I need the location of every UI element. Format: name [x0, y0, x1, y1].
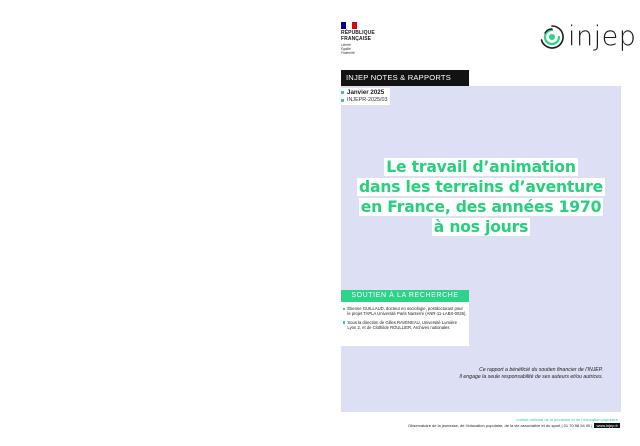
publication-date: Janvier 2025 — [347, 88, 385, 96]
funding-disclaimer — [400, 367, 603, 381]
republic-motto — [341, 44, 401, 55]
credit-item — [343, 306, 467, 317]
publication-meta — [341, 88, 390, 105]
bullet-icon — [341, 91, 344, 94]
french-flag-icon — [341, 22, 357, 29]
republique-francaise-logo — [341, 22, 401, 55]
motto-line: Fraternité — [341, 50, 355, 55]
motto-line: Égalité — [341, 46, 351, 51]
flag-stripe-red — [352, 22, 357, 29]
footer-contact — [330, 423, 620, 429]
soutien-label: SOUTIEN À LA RECHERCHE — [341, 290, 469, 302]
injep-logo — [539, 22, 636, 52]
credit-item — [343, 320, 467, 331]
bullet-icon — [341, 99, 344, 102]
bullet-icon — [343, 321, 345, 323]
title-line: dans les terrains d’aventure — [359, 178, 603, 196]
series-label: INJEP NOTES & RAPPORTS — [341, 70, 469, 86]
credit-text: Étienne GUILLAUD, docteur en sociologie, postdoctorant pour le projet TAPLA Université Paris Nanterre (ANR-11-LABX-0026), — [347, 306, 467, 317]
footer-url-link[interactable]: www.injep.fr — [596, 423, 618, 428]
soutien-credits — [341, 302, 469, 346]
republic-name-line: RÉPUBLIQUE — [341, 30, 375, 36]
republic-name — [341, 31, 401, 42]
cover-panel — [341, 86, 621, 412]
report-reference: INJEPR-2025/03 — [347, 97, 388, 103]
report-title — [350, 157, 612, 237]
meta-ref-row — [341, 96, 387, 104]
logo-wordmark: injep — [568, 21, 637, 52]
title-line: à nos jours — [433, 218, 529, 236]
footer-institute: Institut national de la jeunesse et de l’éducation populaire — [516, 417, 618, 422]
title-line: en France, des années 1970 — [360, 198, 602, 216]
footer-contact-text: Observatoire de la jeunesse, de l’éducation populaire, de la vie associative et du sport | 01 70 98 94 00 | — [408, 423, 593, 428]
disclaimer-line: Ce rapport a bénéficié du soutien financier de l’INJEP. — [479, 367, 603, 373]
injep-spiral-icon — [539, 24, 565, 50]
disclaimer-line: Il engage la seule responsabilité de ses auteurs et/ou autrices. — [459, 374, 603, 380]
meta-date-row — [341, 88, 387, 96]
republic-name-line: FRANÇAISE — [341, 35, 372, 42]
motto-line: Liberté — [341, 43, 351, 47]
credit-text: Sous la direction de Gilles RAVENEAU, Université Lumière Lyon 2, et de Clothilde ROULLIER, Archives nationales — [347, 319, 457, 331]
bullet-icon — [343, 308, 345, 310]
title-line: Le travail d’animation — [386, 158, 576, 176]
